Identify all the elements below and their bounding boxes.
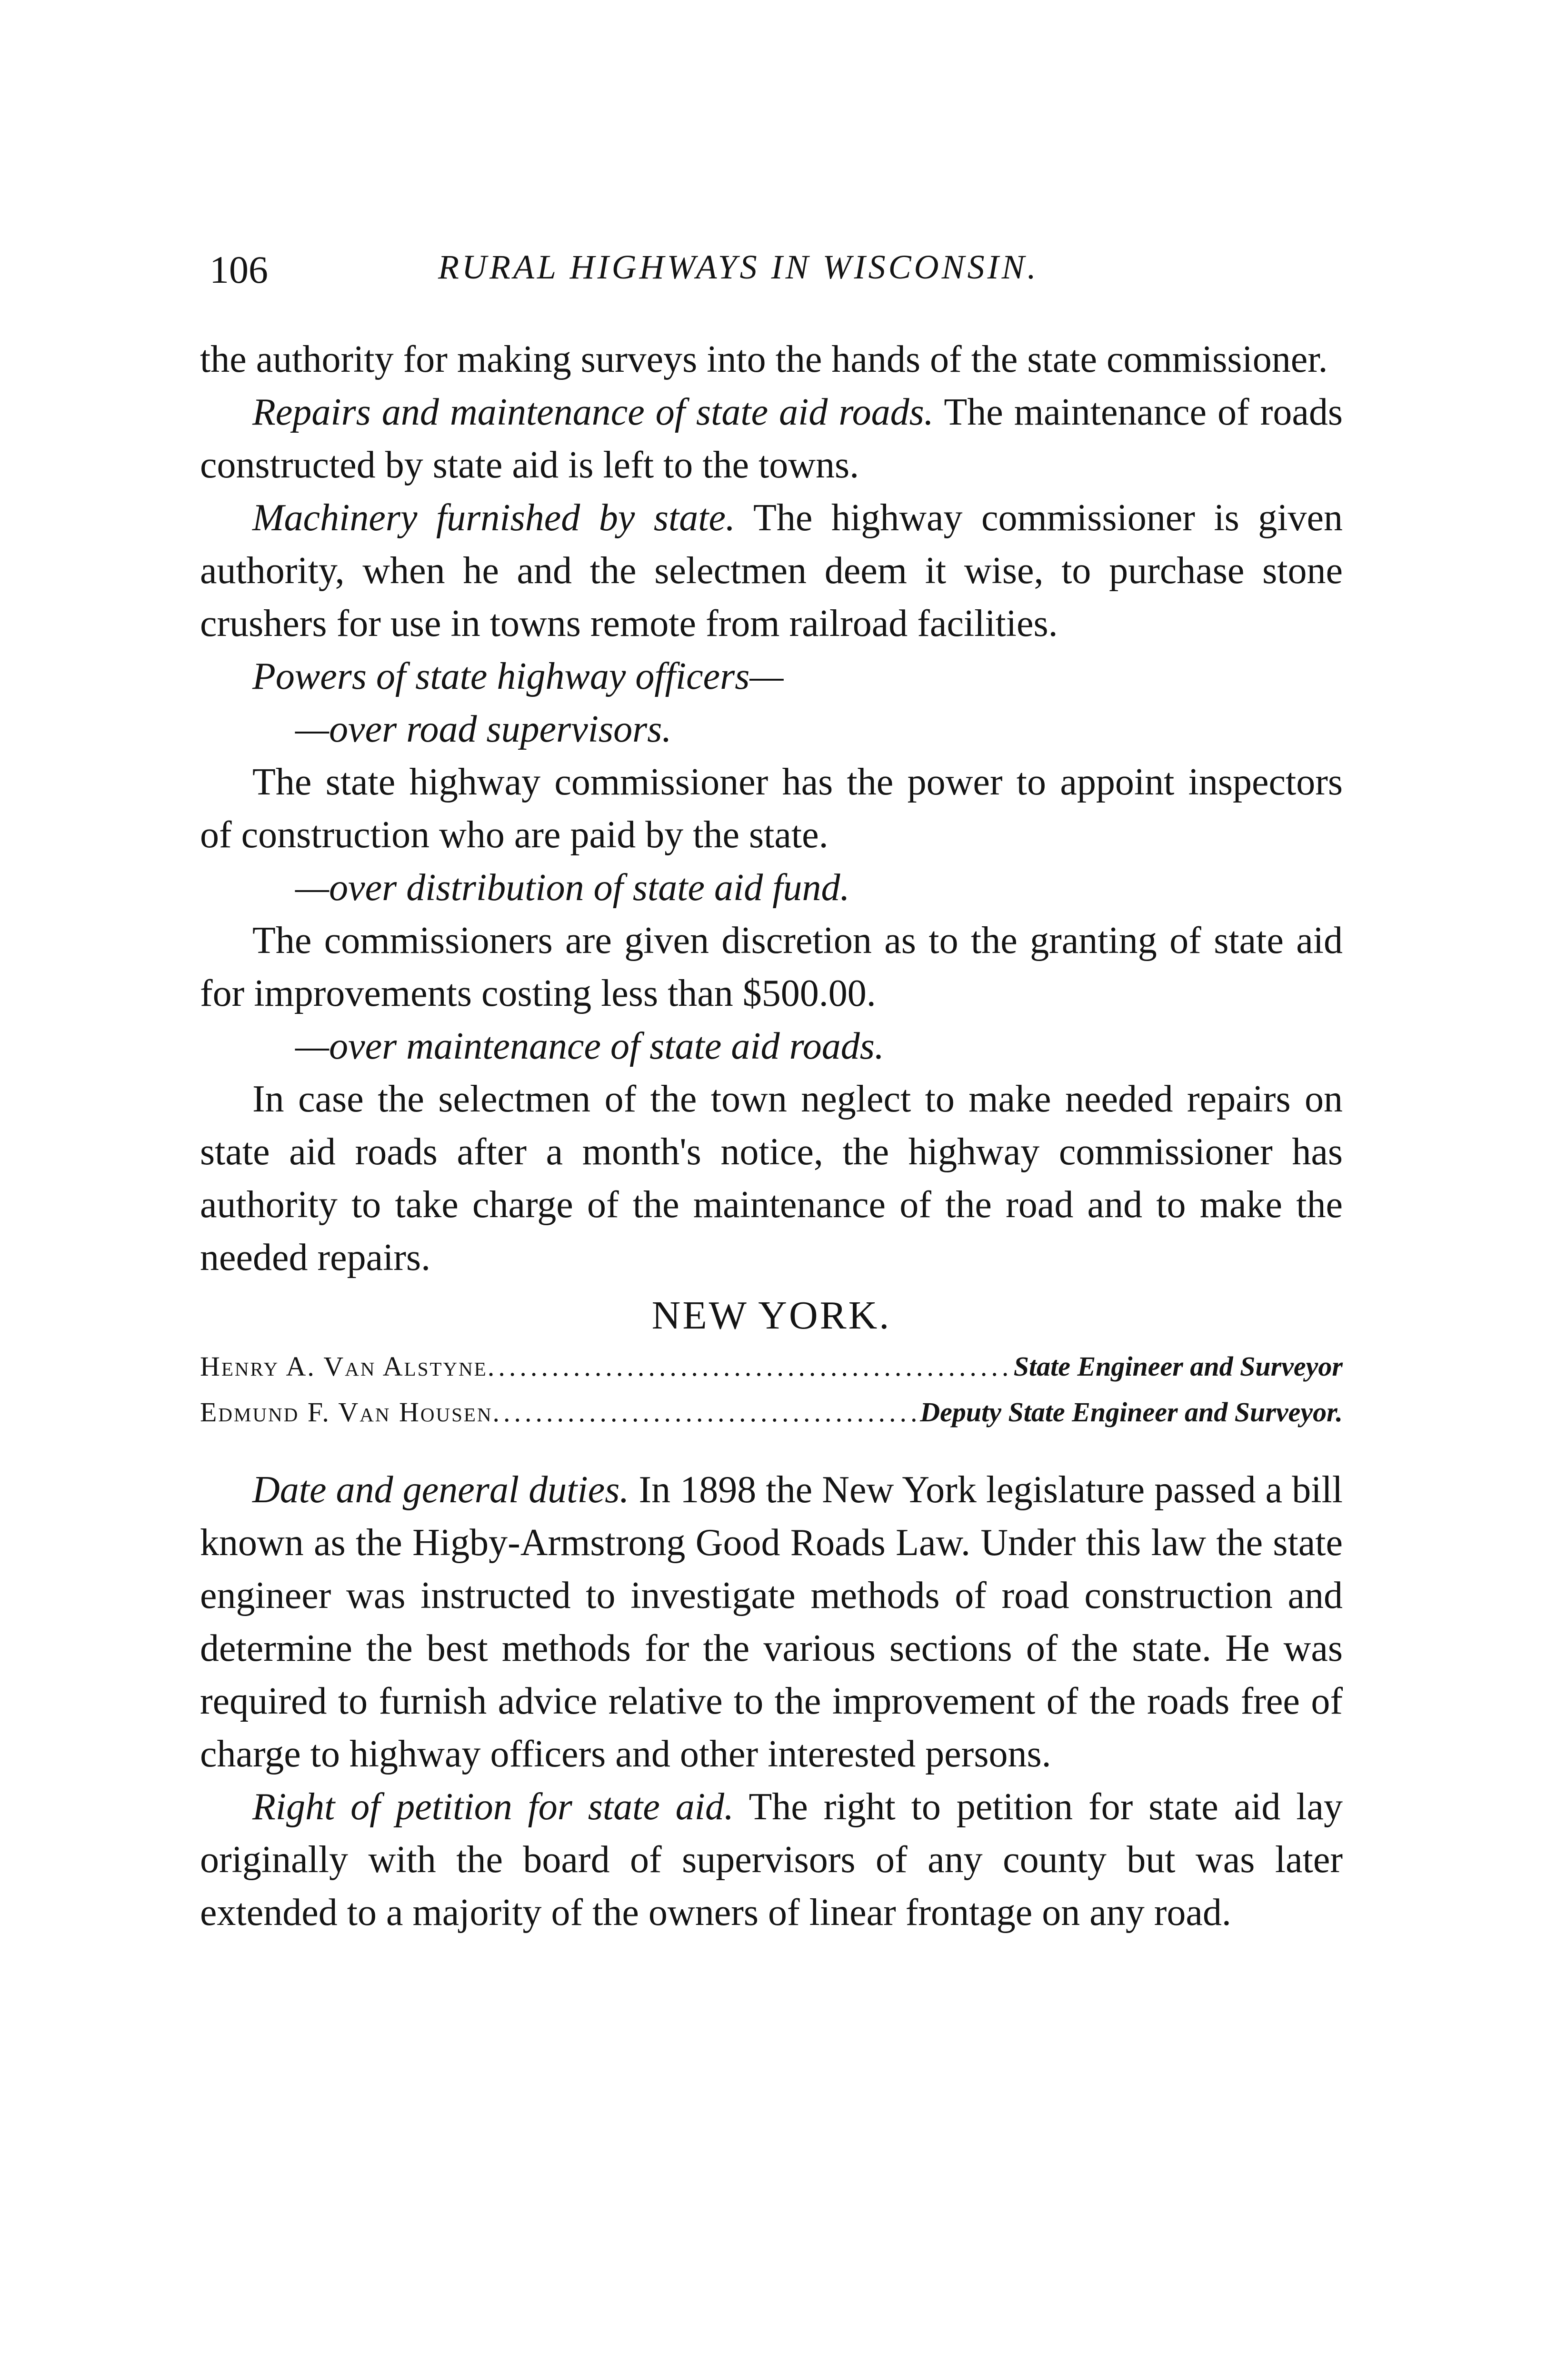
paragraph-date-duties-text: In 1898 the New York legislature passed a bill known as the Higby-Armstrong Good Roads Law. Under this law the state engineer was instructed to investigate methods of road construction and determine the best methods for the various sections of the state. He was required to furnish advice relative to the improvement of the roads free of charge to highway officers and other interested persons.	[200, 1469, 1343, 1775]
paragraph-date-duties	[200, 1464, 1343, 1781]
dot-leader	[493, 1389, 920, 1435]
officer-row	[200, 1344, 1343, 1389]
officer-name: Edmund F. Van Housen	[200, 1397, 493, 1428]
paragraph-repairs-text: The maintenance of roads constructed by state aid is left to the towns.	[200, 391, 1343, 486]
subheading-maintenance: —over maintenance of state aid roads.	[295, 1025, 884, 1067]
side-heading-repairs: Repairs and maintenance of state aid roads.	[252, 391, 934, 433]
subheading-distribution: —over distribution of state aid fund.	[295, 867, 850, 909]
officer-name: Henry A. Van Alstyne	[200, 1351, 488, 1382]
subheading-road-supervisors: —over road supervisors.	[295, 708, 672, 750]
heading-powers: Powers of state highway officers—	[252, 655, 784, 697]
officer-title: State Engineer and Surveyor	[1013, 1351, 1343, 1382]
paragraph-right-petition-text: The right to petition for state aid lay originally with the board of supervisors of any county but was later extended to a majority of the owners of linear frontage on any road.	[200, 1786, 1343, 1934]
paragraph-machinery-text: The highway commissioner is given authority, when he and the selectmen deem it wise, to purchase stone crushers for use in towns remote from railroad facilities.	[200, 497, 1343, 645]
paragraph-right-petition	[200, 1781, 1343, 1939]
running-head: RURAL HIGHWAYS IN WISCONSIN.	[438, 248, 1039, 286]
paragraph-continuation: the authority for making surveys into the hands of the state commissioner.	[200, 338, 1328, 380]
section-title-new-york: NEW YORK.	[651, 1293, 891, 1338]
spacer	[200, 1435, 1343, 1464]
page-header	[210, 248, 1352, 300]
page-number: 106	[210, 248, 268, 291]
paragraph-maintenance: In case the selectmen of the town neglect to make needed repairs on state aid roads after a month's notice, the highway commissioner has authority to take charge of the maintenance of the road and to make the needed repairs.	[200, 1078, 1343, 1279]
officer-title: Deputy State Engineer and Surveyor.	[920, 1397, 1343, 1428]
paragraph-machinery	[200, 492, 1343, 650]
paragraph-distribution: The commissioners are given discretion as to the granting of state aid for improvements costing less than $500.00.	[200, 920, 1343, 1014]
paragraph-road-supervisors: The state highway commissioner has the power to appoint inspectors of construction who are paid by the state.	[200, 761, 1343, 856]
paragraph-repairs	[200, 386, 1343, 492]
body-text	[200, 333, 1343, 1939]
side-heading-right-petition: Right of petition for state aid.	[252, 1786, 734, 1828]
dot-leader	[488, 1344, 1014, 1389]
side-heading-machinery: Machinery furnished by state.	[252, 497, 735, 539]
officer-row	[200, 1389, 1343, 1435]
side-heading-date-duties: Date and general duties.	[252, 1469, 629, 1511]
